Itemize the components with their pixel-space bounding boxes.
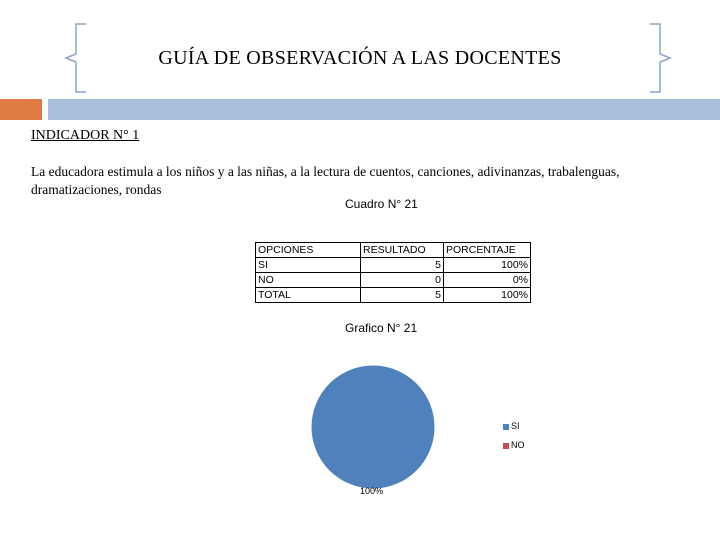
chart-caption: Grafico N° 21 — [345, 321, 418, 335]
table-cell: 0% — [444, 273, 531, 288]
table-header-cell: RESULTADO — [361, 243, 444, 258]
table-cell: TOTAL — [256, 288, 361, 303]
table-cell: 0 — [361, 273, 444, 288]
table-cell: 100% — [444, 258, 531, 273]
legend-swatch-no — [503, 443, 509, 449]
table-cell: SI — [256, 258, 361, 273]
table-cell: NO — [256, 273, 361, 288]
legend-swatch-si — [503, 424, 509, 430]
slide-title: GUÍA DE OBSERVACIÓN A LAS DOCENTES — [158, 47, 562, 69]
legend-item-si — [503, 421, 520, 431]
indicator-description: La educadora estimula a los niños y a las niñas, a la lectura de cuentos, canciones, adivinanzas, trabalenguas, dramatizaciones, rondas — [31, 164, 620, 197]
table-cell: 100% — [444, 288, 531, 303]
legend-label: NO — [511, 440, 525, 450]
table-header-cell: OPCIONES — [256, 243, 361, 258]
table-caption: Cuadro N° 21 — [345, 197, 418, 211]
table-cell: 5 — [361, 288, 444, 303]
table-cell: 5 — [361, 258, 444, 273]
pie-slice-si — [311, 365, 435, 489]
legend-item-no — [503, 440, 525, 450]
pie-data-label: 100% — [360, 486, 384, 496]
indicator-heading: INDICADOR N° 1 — [31, 128, 140, 143]
legend-label: SI — [511, 421, 520, 431]
table-header-cell: PORCENTAJE — [444, 243, 531, 258]
